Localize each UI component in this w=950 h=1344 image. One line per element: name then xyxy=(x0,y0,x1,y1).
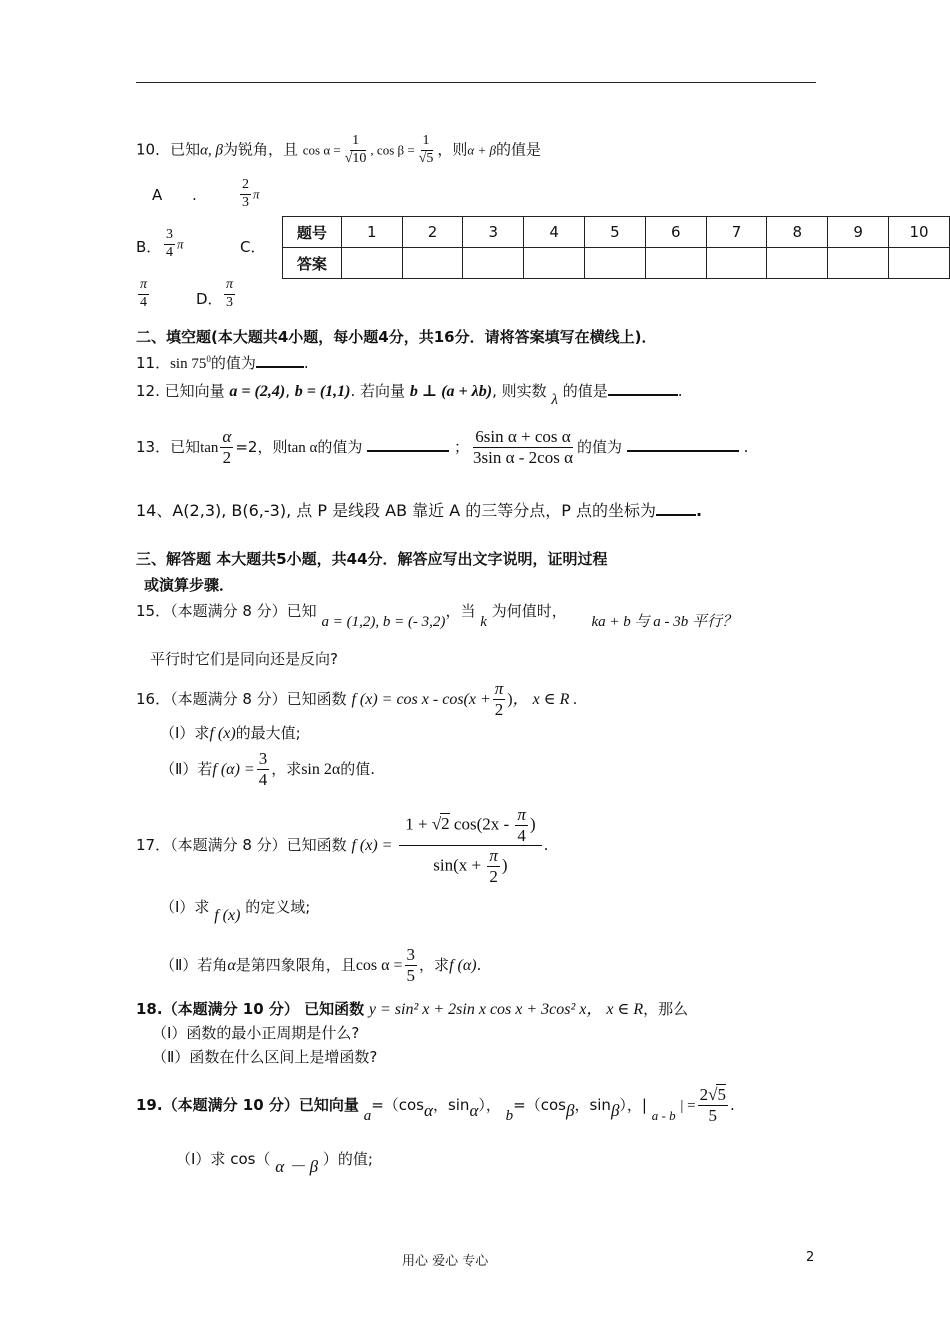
q17-part-2: （Ⅱ）若角α是第四象限角，且cos α = $\frac{3}{5}$ ，求f (α). xyxy=(160,945,482,985)
q10-option-a-label: A xyxy=(152,186,163,204)
question-13: 13．已知tan $\frac{\alpha}{2}$ =2，则tan α的值为 ； $\frac{\text{6sin α + cos α}}{\text{3sin α - 2cos α}}$ 的值为 . xyxy=(136,427,749,467)
section-3-heading-cont: 或演算步骤． xyxy=(144,576,235,594)
q10-option-d-value: $\frac{\pi}{3}$ xyxy=(226,277,234,310)
q10-option-a-dot: . xyxy=(192,186,197,204)
answer-cell[interactable] xyxy=(585,248,646,279)
answer-cell[interactable] xyxy=(889,248,950,279)
header-rule xyxy=(136,82,816,83)
answer-cell[interactable] xyxy=(645,248,706,279)
q12-vector-a: a = (2,4) xyxy=(229,383,286,400)
question-11: 11．$\sin 75^0$的值为 . xyxy=(136,354,309,372)
q10-option-c-value: $\frac{\pi}{4}$ xyxy=(140,277,148,310)
q10-end: 的值是 xyxy=(495,140,541,159)
answer-table xyxy=(282,216,950,279)
answer-table-answer-label: 答案 xyxy=(283,248,342,279)
q14-answer-blank[interactable] xyxy=(656,514,696,516)
answer-cell[interactable] xyxy=(828,248,889,279)
answer-cell[interactable] xyxy=(524,248,585,279)
q16-part-2: （Ⅱ）若f (α) = $\frac{3}{4}$ ，求sin 2α的值. xyxy=(160,749,376,789)
answer-table-number: 9 xyxy=(828,217,889,248)
answer-table-header-row xyxy=(283,217,950,248)
q10-prefix: 10．已知 xyxy=(136,140,201,159)
question-18: 18.（本题满分 10 分） 已知函数 y = sin² x + 2sin x cos x + 3cos² x， x ∈ R，那么 xyxy=(136,1000,689,1018)
q18-part-2: （Ⅱ）函数在什么区间上是增函数? xyxy=(152,1048,378,1066)
question-12: 12. 已知向量 a = (2,4), b = (1,1). 若向量 b ⊥ (a + λb), 则实数 λ 的值是 . xyxy=(136,382,683,408)
q16-part-1: （Ⅰ）求f (x)的最大值; xyxy=(160,724,301,742)
q19-part-1: （Ⅰ）求 cos（ α － β ）的值; xyxy=(176,1150,373,1176)
q10-option-c-label: C． xyxy=(240,238,266,256)
question-19: 19.（本题满分 10 分）已知向量 a=（cosα，sinα）， b=（cosβ，sinβ），| a - b | = $\frac{2√5}{5}$ . xyxy=(136,1085,735,1125)
q10-mid: 为锐角，且 xyxy=(222,140,298,159)
question-14: 14、A(2,3), B(6,-3), 点 P 是线段 AB 靠近 A 的三等分点，P 点的坐标为 . xyxy=(136,501,703,520)
q13-answer-blank-1[interactable] xyxy=(367,450,449,452)
question-16: 16．（本题满分 8 分）已知函数 f (x) = cos x - cos(x + $\frac{\pi}{2}$ )， x ∈ R . xyxy=(136,679,578,719)
q18-part-1: （Ⅰ）函数的最小正周期是什么? xyxy=(152,1024,360,1042)
answer-cell[interactable] xyxy=(706,248,767,279)
q17-part-1: （Ⅰ）求 f (x) 的定义域; xyxy=(160,898,311,924)
q10-option-d-label: D． xyxy=(196,290,223,308)
answer-table-header-label: 题号 xyxy=(283,217,342,248)
question-17: 17．（本题满分 8 分）已知函数 f (x) = 1 + √2 cos(2x - $\frac{\pi}{4}$ ) sin(x + $\frac{\pi}{2}$ ) . xyxy=(136,805,549,886)
answer-table-number: 5 xyxy=(585,217,646,248)
q10-option-b-value: $\frac{3}{4}$ π xyxy=(166,227,184,260)
q10-cos-beta-frac: $\frac{1}{√5}$ xyxy=(418,133,434,166)
q10-vars: α, β xyxy=(200,142,223,159)
answer-table-answer-row xyxy=(283,248,950,279)
q12-vector-b: b = (1,1) xyxy=(294,383,351,400)
q15-line-2: 平行时它们是同向还是反向? xyxy=(150,650,338,668)
answer-table-number: 6 xyxy=(645,217,706,248)
q17-function-frac: 1 + √2 cos(2x - $\frac{\pi}{4}$ ) sin(x + $\frac{\pi}{2}$ ) xyxy=(399,806,541,885)
answer-table-number: 7 xyxy=(706,217,767,248)
q10-option-b-label: B． xyxy=(136,238,162,256)
answer-cell[interactable] xyxy=(767,248,828,279)
q10-option-a-value: $\frac{2}{3}$ π xyxy=(242,177,260,210)
answer-cell[interactable] xyxy=(341,248,402,279)
answer-table-number: 2 xyxy=(402,217,463,248)
answer-table-number: 10 xyxy=(889,217,950,248)
page-number: 2 xyxy=(806,1250,815,1265)
q10-cos-alpha-frac: $\frac{1}{√10}$ xyxy=(344,133,367,166)
answer-table-number: 1 xyxy=(341,217,402,248)
answer-table-number: 4 xyxy=(524,217,585,248)
q12-condition: b ⊥ (a + λb) xyxy=(409,383,493,400)
question-15: 15．（本题满分 8 分）已知 a = (1,2), b = (- 3,2)，当 k 为何值时， ka + b 与 a - 3b 平行？ xyxy=(136,602,738,630)
footer-motto: 用心 爱心 专心 xyxy=(402,1254,489,1269)
q10-tail: ，则 xyxy=(437,140,468,159)
q10-cos-alpha: cos α = xyxy=(302,142,341,158)
q11-answer-blank[interactable] xyxy=(256,366,304,368)
q10-cos-beta: , cos β = xyxy=(370,142,415,158)
answer-table-number: 3 xyxy=(463,217,524,248)
section-3-heading: 三、解答题 本大题共5小题，共44分．解答应写出文字说明，证明过程 xyxy=(136,550,608,568)
q12-answer-blank[interactable] xyxy=(608,394,678,396)
q10-expr: α + β xyxy=(467,142,496,158)
q13-answer-blank-2[interactable] xyxy=(627,450,739,452)
answer-table-number: 8 xyxy=(767,217,828,248)
question-10 xyxy=(136,134,541,166)
answer-cell[interactable] xyxy=(463,248,524,279)
answer-cell[interactable] xyxy=(402,248,463,279)
section-2-heading: 二、填空题(本大题共4小题，每小题4分，共16分．请将答案填写在横线上)． xyxy=(136,328,657,346)
